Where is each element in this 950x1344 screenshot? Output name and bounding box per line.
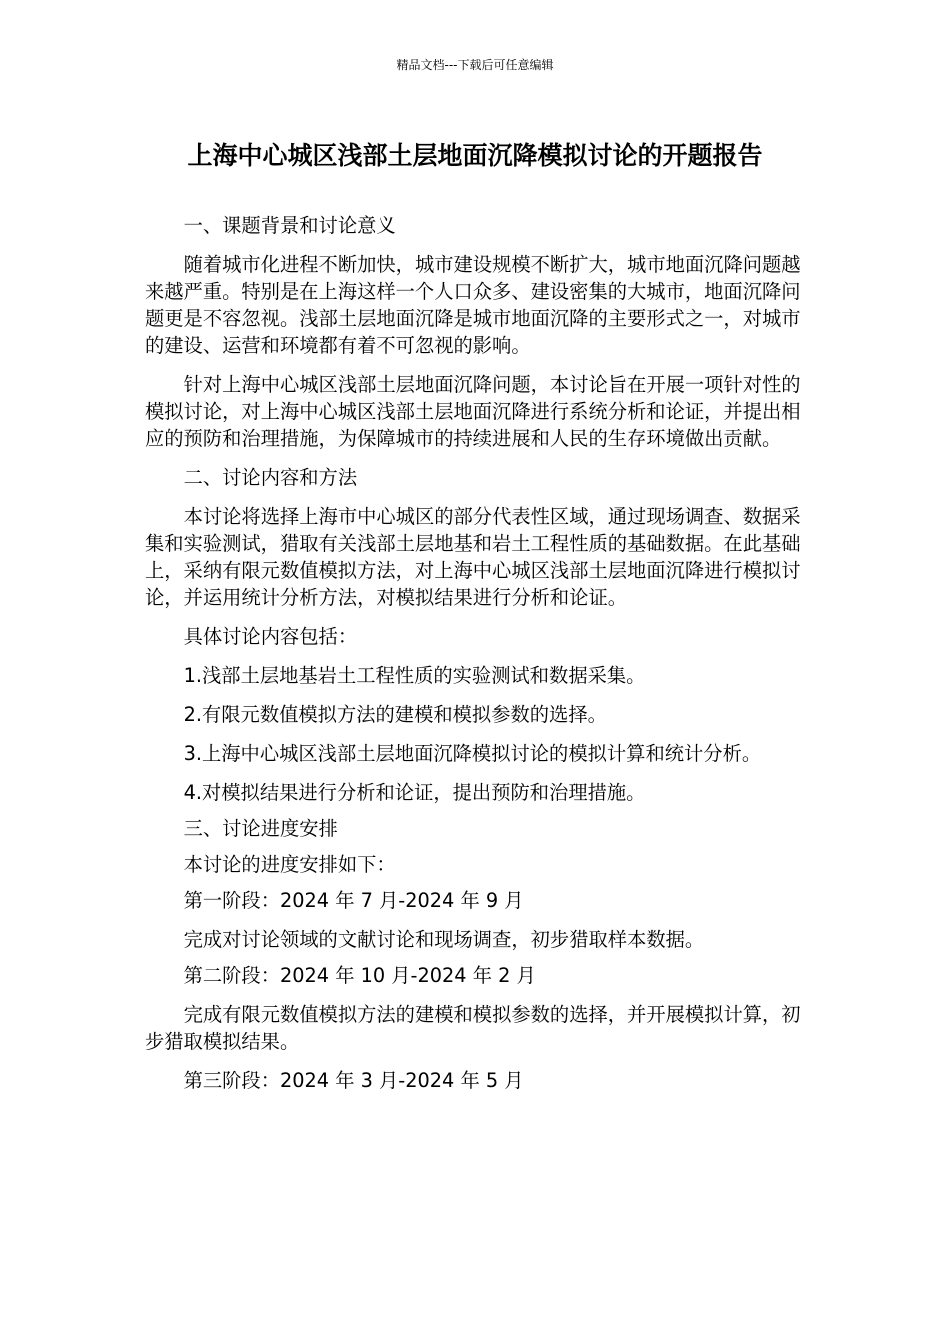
list-item-1: 1.浅部土层地基岩土工程性质的实验测试和数据采集。 bbox=[183, 664, 646, 687]
schedule-phase-1-detail: 完成对讨论领域的文献讨论和现场调查，初步猎取样本数据。 bbox=[183, 928, 705, 951]
document-title: 上海中心城区浅部土层地面沉降模拟讨论的开题报告 bbox=[187, 141, 763, 170]
section-heading-content: 二、讨论内容和方法 bbox=[183, 466, 358, 489]
paragraph-purpose: 针对上海中心城区浅部土层地面沉降问题，本讨论旨在开展一项针对性的模拟讨论，对上海中心城区浅部土层地面沉降进行系统分析和论证，并提出相应的预防和治理措施，为保障城市的持续进展和人民的生存环境做出贡献。 bbox=[145, 373, 801, 450]
page-header: 精品文档---下载后可任意编辑 bbox=[396, 58, 554, 72]
schedule-phase-2-detail: 完成有限元数值模拟方法的建模和模拟参数的选择，并开展模拟计算，初步猎取模拟结果。 bbox=[145, 1003, 801, 1053]
list-item-4: 4.对模拟结果进行分析和论证，提出预防和治理措施。 bbox=[183, 781, 646, 804]
paragraph-method: 本讨论将选择上海市中心城区的部分代表性区域，通过现场调查、数据采集和实验测试，猎取有关浅部土层地基和岩土工程性质的基础数据。在此基础上，采纳有限元数值模拟方法，对上海中心城区浅部土层地面沉降进行模拟讨论，并运用统计分析方法，对模拟结果进行分析和论证。 bbox=[145, 505, 801, 609]
document-body bbox=[145, 212, 805, 1106]
schedule-phase-2: 第二阶段：2024 年 10 月-2024 年 2 月 bbox=[183, 964, 536, 987]
paragraph-background: 随着城市化进程不断加快，城市建设规模不断扩大，城市地面沉降问题越来越严重。特别是在上海这样一个人口众多、建设密集的大城市，地面沉降问题更是不容忽视。浅部土层地面沉降是城市地面沉降的主要形式之一，对城市的建设、运营和环境都有着不可忽视的影响。 bbox=[145, 253, 801, 357]
section-heading-schedule: 三、讨论进度安排 bbox=[183, 817, 338, 840]
schedule-phase-3: 第三阶段：2024 年 3 月-2024 年 5 月 bbox=[183, 1069, 524, 1092]
section-heading-background: 一、课题背景和讨论意义 bbox=[183, 214, 396, 237]
list-intro: 具体讨论内容包括： bbox=[183, 625, 358, 648]
schedule-intro: 本讨论的进度安排如下： bbox=[183, 853, 396, 876]
schedule-phase-1: 第一阶段：2024 年 7 月-2024 年 9 月 bbox=[183, 889, 524, 912]
list-item-2: 2.有限元数值模拟方法的建模和模拟参数的选择。 bbox=[183, 703, 607, 726]
list-item-3: 3.上海中心城区浅部土层地面沉降模拟讨论的模拟计算和统计分析。 bbox=[183, 742, 762, 765]
